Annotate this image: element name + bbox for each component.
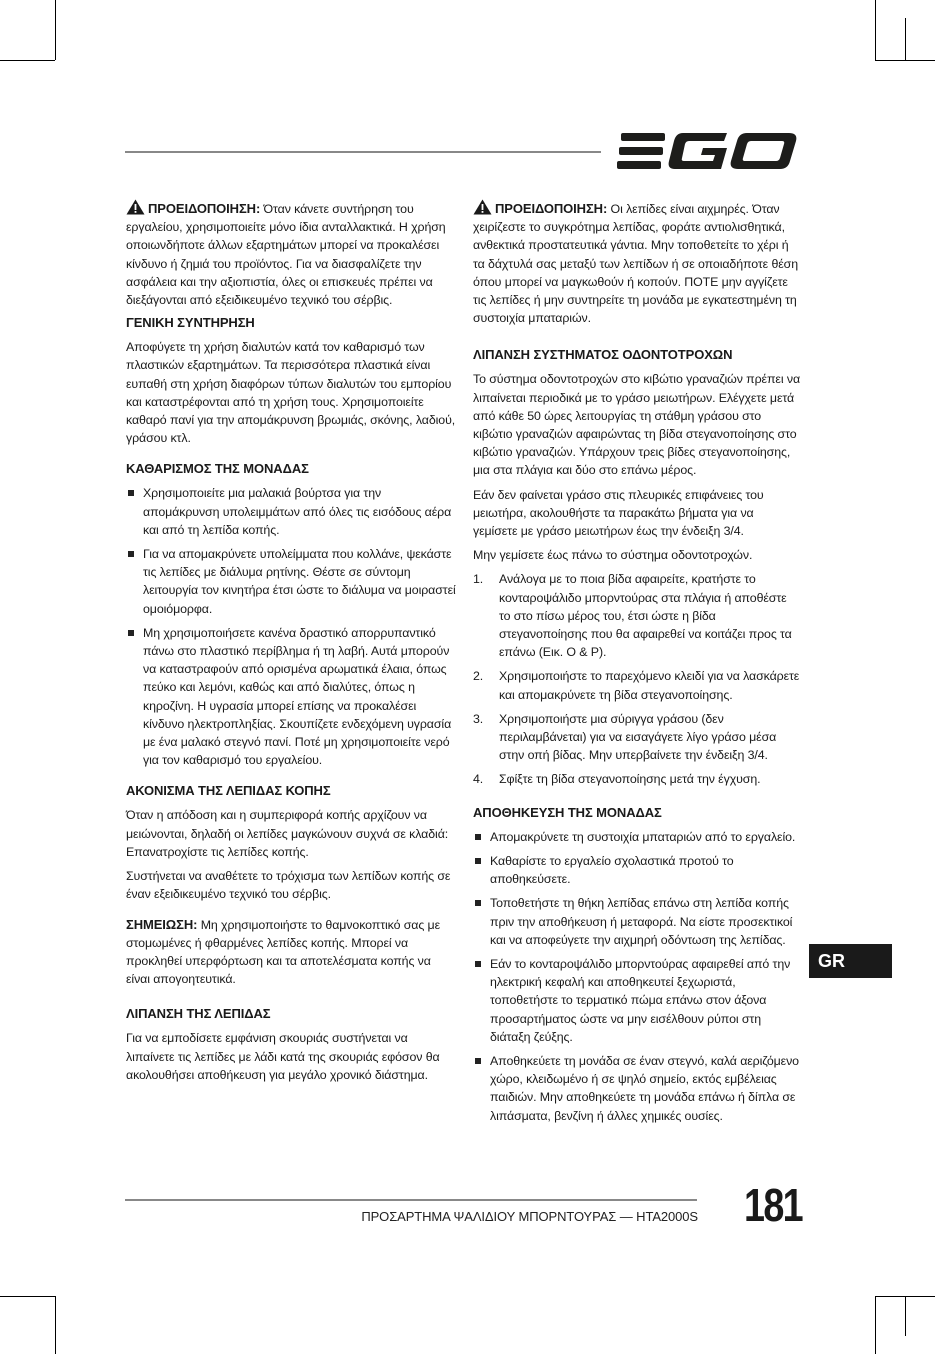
gear-lubrication-text-3: Μην γεμίσετε έως πάνω το σύστημα οδοντοτροχών. [473, 548, 753, 563]
ego-logo [617, 130, 799, 172]
step-text: Χρησιμοποιήστε μια σύριγγα γράσου (δεν περιλαμβάνεται) για να εισαγάγετε λίγο γράσο μέσα στην οπή βίδας. Μην υπερβαίνετε την ένδειξη 3/4. [499, 711, 777, 763]
general-maintenance-text: Αποφύγετε τη χρήση διαλυτών κατά τον καθαρισμό των πλαστικών εξαρτημάτων. Τα περισσότερα πλαστικά είναι ευπαθή στη χρήση διαφόρων τύπων διαλυτών του εμπορίου και καταστρέφονται από τη χρήση τους. Χρησιμοποιείτε καθαρό πανί για την απομάκρυνση βρωμιάς, σκόνης, λαδιού, γράσου κτλ. [126, 340, 456, 446]
list-item: Μη χρησιμοποιήσετε κανένα δραστικό απορρυπαντικό πάνω στο πλαστικό περίβλημα ή τη λαβή. Αυτά μπορούν να καταστραφούν από ορισμένα αρωματικά έλαια, όπως πεύκο και λεμόνι, καθώς και από διαλύτες, όπως η κηροζίνη. Η υγρασία μπορεί επίσης να προκαλέσει κίνδυνο ηλεκτροπληξίας. Σκουπίζετε ενδεχόμενη υγρασία με ένα μαλακό στεγνό πανί. Ποτέ μη χρησιμοποιείτε νερό για τον καθαρισμό του εργαλείου. [126, 624, 456, 770]
warning-triangle-icon [473, 199, 492, 215]
sharpening-text-1: Όταν η απόδοση και η συμπεριφορά κοπής αρχίζουν να μειώνονται, δηλαδή οι λεπίδες μαγκώνουν συχνά σε κλαδιά: Επανατροχίστε τις λεπίδες κοπής. [126, 808, 449, 859]
warning-label: ΠΡΟΕΙΔΟΠΟΙΗΣΗ: [495, 201, 608, 216]
gear-lubrication-text-1: Το σύστημα οδοντοτροχών στο κιβώτιο γραναζιών πρέπει να λιπαίνεται περιοδικά με το γράσο μειωτήρων. Ελέγχετε μετά από κάθε 50 ώρες λειτουργίας τη στάθμη γράσου στο κιβώτιο γραναζιών αφαιρώντας τη βίδα στεγανοποίησης στο κιβώτιο γραναζιών. Υπάρχουν τρεις βίδες στεγανοποίησης, μια στα πλάγια και δύο στο επάνω μέρος. [473, 372, 801, 478]
list-item: Καθαρίστε το εργαλείο σχολαστικά προτού το αποθηκεύσετε. [473, 852, 801, 888]
sharpening-heading: ΑΚΟΝΙΣΜΑ ΤΗΣ ΛΕΠΙΔΑΣ ΚΟΠΗΣ [126, 783, 331, 799]
list-item: Απομακρύνετε τη συστοιχία μπαταριών από το εργαλείο. [473, 828, 801, 846]
crop-mark [55, 0, 56, 60]
header-rule [125, 151, 601, 153]
blade-lubrication-text: Για να εμποδίσετε εμφάνιση σκουριάς συστήνεται να λιπαίνετε τις λεπίδες με λάδι κατά της σκουριάς εφόσον θα ακολουθήσει αποθήκευση για μεγάλο χρονικό διάστημα. [126, 1031, 440, 1082]
list-item: Αποθηκεύετε τη μονάδα σε έναν στεγνό, καλά αεριζόμενο χώρο, κλειδωμένο ή σε ψηλό σημείο, εκτός εμβέλειας παιδιών. Μην αποθηκεύετε τη μονάδα επάνω ή δίπλα σε λιπάσματα, βενζίνη ή άλλες χημικές ουσίες. [473, 1052, 801, 1125]
list-item [473, 770, 801, 788]
note-label: ΣΗΜΕΙΩΣΗ: [126, 916, 198, 932]
note-block [126, 916, 456, 989]
step-number: 2. [473, 669, 484, 684]
language-tab: GR [809, 944, 892, 978]
storage-heading: ΑΠΟΘΗΚΕΥΣΗ ΤΗΣ ΜΟΝΑΔΑΣ [473, 804, 662, 820]
crop-mark [905, 18, 906, 60]
list-item [473, 710, 801, 765]
gear-lubrication-text-2: Εάν δεν φαίνεται γράσο στις πλευρικές επιφάνειες του μειωτήρα, ακολουθήστε τα παρακάτω βήματα για να γεμίσετε με γράσο μειωτήρων έως την ένδειξη 3/4. [473, 487, 764, 539]
right-column [473, 199, 801, 1135]
list-item [473, 667, 801, 703]
crop-mark [0, 60, 55, 61]
cleaning-list [126, 484, 456, 769]
list-item: Για να απομακρύνετε υπολείμματα που κολλάνε, ψεκάστε τις λεπίδες με διάλυμα ρητίνης. Θέστε σε σύντομη λειτουργία τον κινητήρα έτσι ώστε το διάλυμα να μοιραστεί ομοιόμορφα. [126, 545, 456, 618]
crop-mark [875, 60, 935, 61]
step-number: 3. [473, 711, 484, 726]
page-number: 181 [744, 1179, 803, 1231]
list-item: Χρησιμοποιείτε μια μαλακιά βούρτσα για την απομάκρυνση υπολειμμάτων από όλες τις εισόδους αέρα και από τη λεπίδα κοπής. [126, 484, 456, 539]
left-column [126, 199, 456, 1090]
warning-triangle-icon [126, 199, 145, 215]
crop-mark [875, 1296, 876, 1354]
step-text: Σφίξτε τη βίδα στεγανοποίησης μετά την έγχυση. [499, 772, 761, 787]
list-item: Τοποθετήστε τη θήκη λεπίδας επάνω στη λεπίδα κοπής πριν την αποθήκευση ή μεταφορά. Να είστε προσεκτικοί και να αποφεύγετε την αιχμηρή οδόντωση της λεπίδας. [473, 894, 801, 949]
step-number: 4. [473, 772, 484, 787]
storage-list [473, 828, 801, 1125]
footer-rule [125, 1199, 697, 1201]
crop-mark [0, 1296, 55, 1297]
warning-label: ΠΡΟΕΙΔΟΠΟΙΗΣΗ: [148, 201, 261, 216]
warning-text: Όταν κάνετε συντήρηση του εργαλείου, χρησιμοποιείτε μόνο ίδια ανταλλακτικά. Η χρήση οποιωνδήποτε άλλων εξαρτημάτων μπορεί να προκαλέσει κίνδυνο ή ζημιά του προϊόντος. Για να διασφαλίζετε την ασφάλεια και την αξιοπιστία, όλες οι επισκευές πρέπει να διεξάγονται από εξειδικευμένο τεχνικό του σέρβις. [126, 202, 446, 308]
blade-lubrication-heading: ΛΙΠΑΝΣΗ ΤΗΣ ΛΕΠΙΔΑΣ [126, 1006, 271, 1022]
list-item [473, 570, 801, 661]
step-text: Ανάλογα με το ποια βίδα αφαιρείτε, κρατήστε το κονταροψάλιδο μπορντούρας στα πλάγια ή αποθέστε το στο πίσω μέρος του, έτσι ώστε η βίδα στεγανοποίησης που θα αφαιρεθεί να κοιτάζει προς τα επάνω (Εικ. O & P). [499, 572, 792, 660]
crop-mark [875, 0, 876, 60]
step-text: Χρησιμοποιήστε το παρεχόμενο κλειδί για να λασκάρετε και απομακρύνετε τη βίδα στεγανοποίησης. [499, 669, 800, 702]
general-maintenance-heading: ΓΕΝΙΚΗ ΣΥΝΤΗΡΗΣΗ [126, 315, 255, 331]
cleaning-heading: ΚΑΘΑΡΙΣΜΟΣ ΤΗΣ ΜΟΝΑΔΑΣ [126, 461, 309, 477]
step-number: 1. [473, 572, 484, 587]
warning-block [126, 199, 456, 309]
warning-block [473, 199, 801, 327]
crop-mark [905, 1296, 906, 1336]
list-item: Εάν το κονταροψάλιδο μπορντούρας αφαιρεθεί από την ηλεκτρική κεφαλή και αποθηκευτεί ξεχωριστά, τοποθετήστε το τερματικό πώμα επάνω στον άξονα προσαρτήματος ώστε να μην εισέλθουν ρύποι στη διάταξη ζεύξης. [473, 955, 801, 1046]
warning-text: Οι λεπίδες είναι αιχμηρές. Όταν χειρίζεστε το συγκρότημα λεπίδας, φοράτε αντιολισθητικά, ανθεκτικά προστατευτικά γάντια. Μην τοποθετείτε το χέρι ή τα δάχτυλά σας μεταξύ των λεπίδων ή σε οποιαδήποτε θέση όπου μπορεί να μαγκωθούν ή κοπούν. ΠΟΤΕ μην αγγίζετε τις λεπίδες ή μην συντηρείτε τη μονάδα με εγκατεστημένη τη συστοιχία μπαταριών. [473, 202, 799, 326]
crop-mark [55, 1296, 56, 1354]
note-text: Μη χρησιμοποιήστε το θαμνοκοπτικό σας με στομωμένες ή φθαρμένες λεπίδες κοπής. Μπορεί να προκληθεί υπερφόρτωση και τα αποτελέσματα κοπής να είναι απογοητευτικά. [126, 917, 441, 987]
footer-title: ΠΡΟΣΑΡΤΗΜΑ ΨΑΛΙΔΙΟΥ ΜΠΟΡΝΤΟΥΡΑΣ — HTA2000S [361, 1209, 698, 1224]
gear-lubrication-heading: ΛΙΠΑΝΣΗ ΣΥΣΤΗΜΑΤΟΣ ΟΔΟΝΤΟΤΡΟΧΩΝ [473, 347, 733, 363]
gear-lubrication-steps [473, 570, 801, 788]
sharpening-text-2: Συστήνεται να αναθέτετε το τρόχισμα των λεπίδων κοπής σε έναν εξειδικευμένο τεχνικό του σέρβις. [126, 869, 451, 902]
